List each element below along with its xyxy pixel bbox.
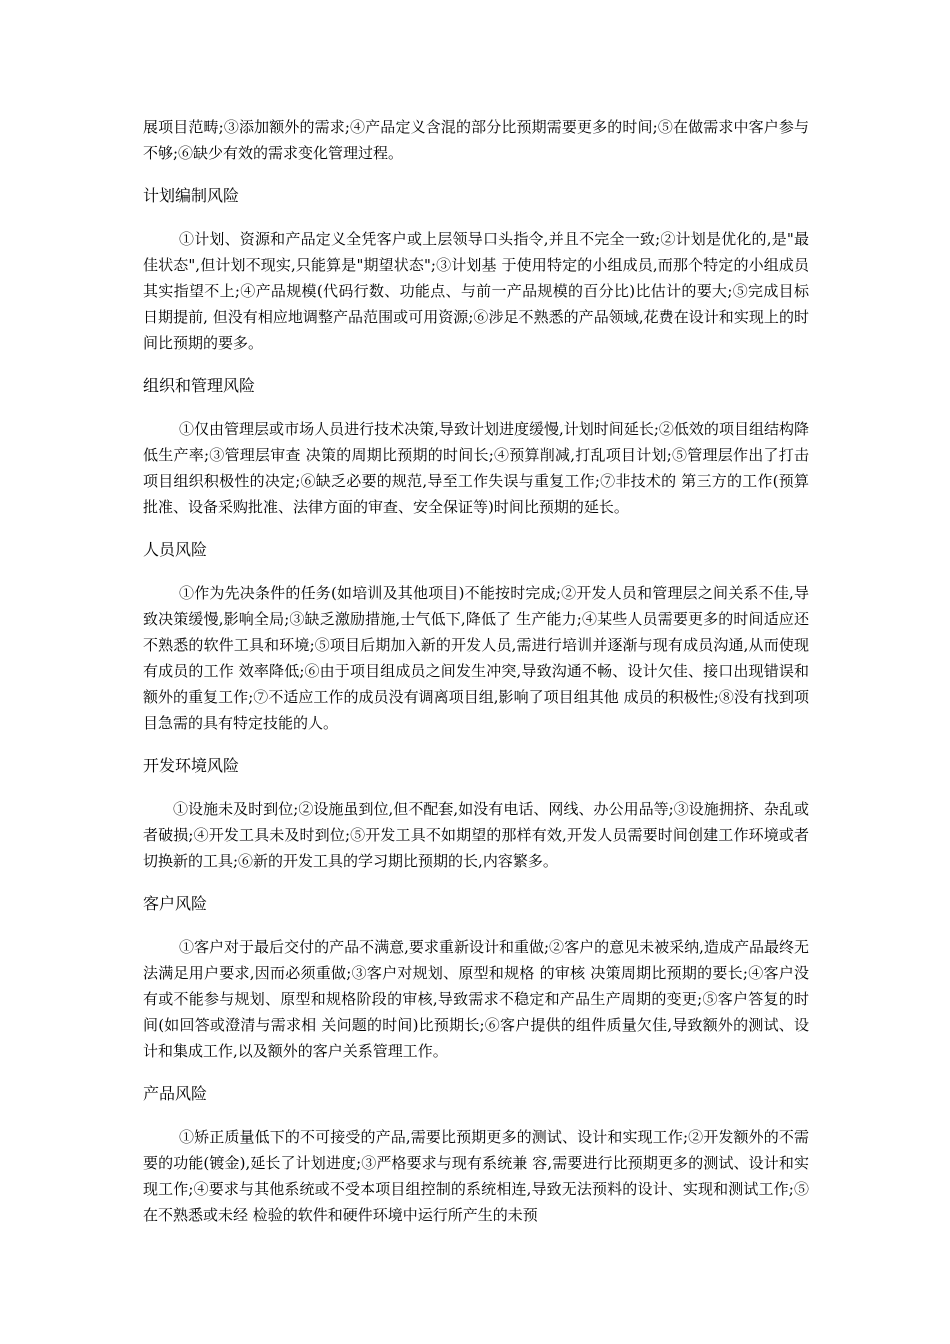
section-body-env: ①设施未及时到位;②设施虽到位,但不配套,如没有电话、网线、办公用品等;③设施拥挤、杂乱或者破损;④开发工具未及时到位;⑤开发工具不如期望的那样有效,开发人员需要时间创建工作环境或者切换新的工具;⑥新的开发工具的学习期比预期的长,内容繁多。 <box>143 800 809 870</box>
section-heading-env: 开发环境风险 <box>143 756 240 775</box>
section-body-org: ①仅由管理层或市场人员进行技术决策,导致计划进度缓慢,计划时间延长;②低效的项目组结构降低生产率;③管理层审查 决策的周期比预期的时间长;④预算削减,打乱项目计划;⑤管理层作出了打击项目组织积极性的决定;⑥缺乏必要的规范,导至工作失误与重复工作;⑦非技术的 第三方的工作(预算批准、设备采购批准、法律方面的审查、安全保证等)时间比预期的延长。 <box>143 420 809 516</box>
section-body-product: ①矫正质量低下的不可接受的产品,需要比预期更多的测试、设计和实现工作;②开发额外的不需要的功能(镀金),延长了计划进度;③严格要求与现有系统兼 容,需要进行比预期更多的测试、设计和实现工作;④要求与其他系统或不受本项目组控制的系统相连,导致无法预料的设计、实现和测试工作;⑤在不熟悉或未经 检验的软件和硬件环境中运行所产生的未预 <box>143 1128 809 1224</box>
section-body-customer: ①客户对于最后交付的产品不满意,要求重新设计和重做;②客户的意见未被采纳,造成产品最终无法满足用户要求,因而必须重做;③客户对规划、原型和规格 的审核 决策周期比预期的要长;④客户没有或不能参与规划、原型和规格阶段的审核,导致需求不稳定和产品生产周期的变更;⑤客户答复的时间(如回答或澄清与需求相 关问题的时间)比预期长;⑥客户提供的组件质量欠佳,导致额外的测试、设计和集成工作,以及额外的客户关系管理工作。 <box>143 938 809 1060</box>
section-body-plan: ①计划、资源和产品定义全凭客户或上层领导口头指令,并且不完全一致;②计划是优化的,是"最佳状态",但计划不现实,只能算是"期望状态";③计划基 于使用特定的小组成员,而那个特定的小组成员其实指望不上;④产品规模(代码行数、功能点、与前一产品规模的百分比)比估计的要大;⑤完成目标日期提前, 但没有相应地调整产品范围或可用资源;⑥涉足不熟悉的产品领域,花费在设计和实现上的时间比预期的要多。 <box>143 230 809 352</box>
section-heading-product: 产品风险 <box>143 1084 208 1103</box>
section-heading-staff: 人员风险 <box>143 540 208 559</box>
section-heading-plan: 计划编制风险 <box>143 186 240 205</box>
section-heading-org: 组织和管理风险 <box>143 376 256 395</box>
section-heading-customer: 客户风险 <box>143 894 208 913</box>
section-body-staff: ①作为先决条件的任务(如培训及其他项目)不能按时完成;②开发人员和管理层之间关系不佳,导致决策缓慢,影响全局;③缺乏激励措施,士气低下,降低了 生产能力;④某些人员需要更多的时间适应还不熟悉的软件工具和环境;⑤项目后期加入新的开发人员,需进行培训并逐渐与现有成员沟通,从而使现有成员的工作 效率降低;⑥由于项目组成员之间发生冲突,导致沟通不畅、设计欠佳、接口出现错误和额外的重复工作;⑦不适应工作的成员没有调离项目组,影响了项目组其他 成员的积极性;⑧没有找到项目急需的具有特定技能的人。 <box>143 584 809 732</box>
document-page <box>143 114 809 1228</box>
intro-paragraph: 展项目范畴;③添加额外的需求;④产品定义含混的部分比预期需要更多的时间;⑤在做需求中客户参与不够;⑥缺少有效的需求变化管理过程。 <box>143 118 809 162</box>
